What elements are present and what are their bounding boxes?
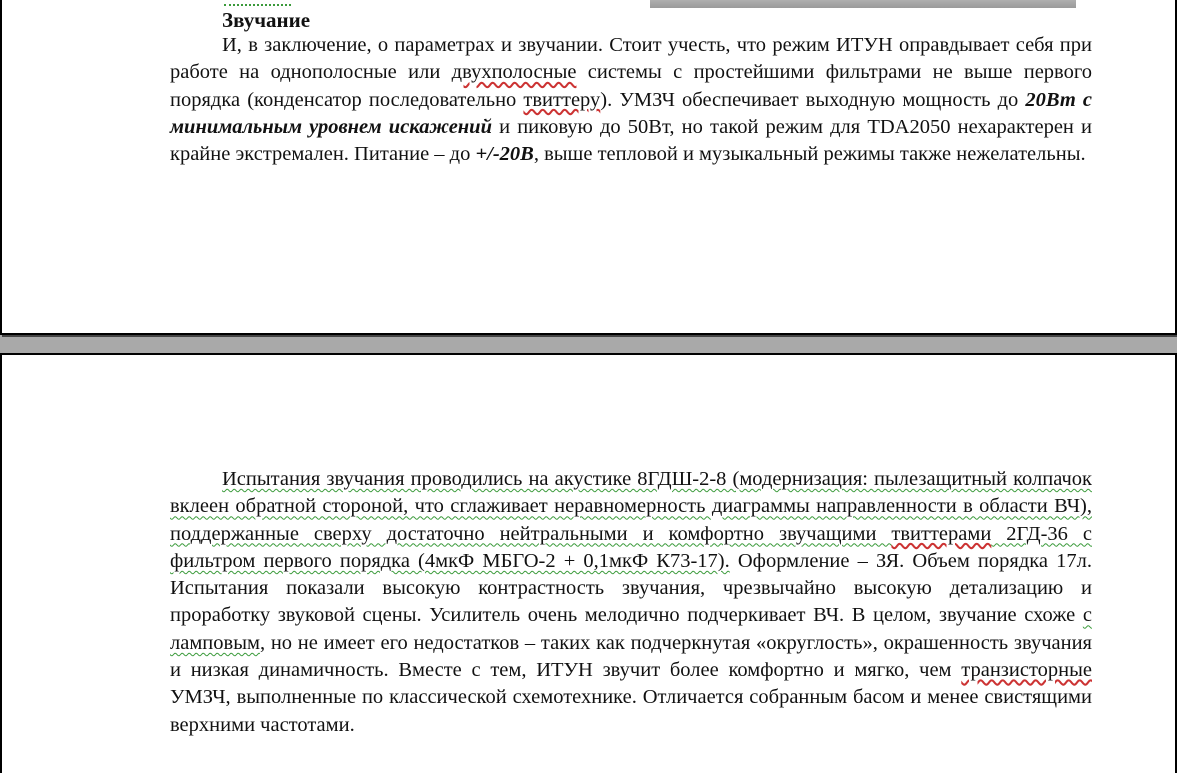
text-run: И, в заключение, о параметрах и звучании. Стоит учесть, что режим ИТУН оправдывает себя при работе на однополосные или (170, 34, 1092, 84)
body-paragraph (170, 466, 1092, 739)
text-run: и пиковую до 50Вт, но такой режим для TDA2050 нехарактерен и крайне экстремален. Питание – до (170, 115, 1092, 166)
text-run: системы с простейшими фильтрами не выше первого порядка (конденсатор последовательно (170, 61, 1092, 111)
text-run-misspelled: транзисторные (961, 659, 1092, 682)
text-run: , но не имеет его недостатков – таких как подчеркнутая «округлость», окрашенность звучания и низкая динамичность. Вместе с тем, ИТУН звучит более комфортно и мягко, чем (170, 631, 1092, 682)
body-paragraph (170, 32, 1092, 168)
text-run-grammar-flag: Испытания звучания проводились на акустике 8ГДШ-2-8 (модернизация: пылезащитный колпачок вклеен обратной стороной, что сглаживает неравномерность диаграммы направленности в области ВЧ), поддержанные сверху достаточно нейтральными и комфортно звучащими (170, 468, 1092, 545)
text-run-misspelled: двухполосные (451, 61, 577, 84)
text-run: Оформление – ЗЯ. Объем порядка 17л. Испытания показали высокую контрастность звучания, чрезвычайно высокую детализацию и проработку звуковой сцены. Усилитель очень мелодично подчеркивает ВЧ. В целом, звучание схоже (170, 549, 1092, 627)
text-run-bold-italic: +/-20В (475, 143, 534, 166)
embedded-image-fragment (650, 0, 1076, 8)
text-run-bold-italic: 20Вт с минимальным уровнем искажений (170, 88, 1092, 138)
text-run-grammar-flag: 2ГД-36 с фильтром первого порядка (4мкФ МБГО-2 + 0,1мкФ К73-17). (170, 522, 1092, 572)
text-run-misspelled: твиттерами (891, 522, 992, 545)
section-heading: Звучание (222, 8, 311, 32)
spellcheck-underline (224, 1, 291, 6)
text-run: УМЗЧ, выполненные по классической схемотехнике. Отличается собранным басом и менее свистящими верхними частотами. (170, 686, 1092, 736)
text-run-misspelled: твиттеру (523, 88, 601, 111)
text-run: ). УМЗЧ обеспечивает выходную мощность до (600, 88, 1026, 111)
text-run: , выше тепловой и музыкальный режимы также нежелательны. (533, 143, 1086, 166)
text-run-grammar-flag: с ламповым (170, 604, 1092, 654)
